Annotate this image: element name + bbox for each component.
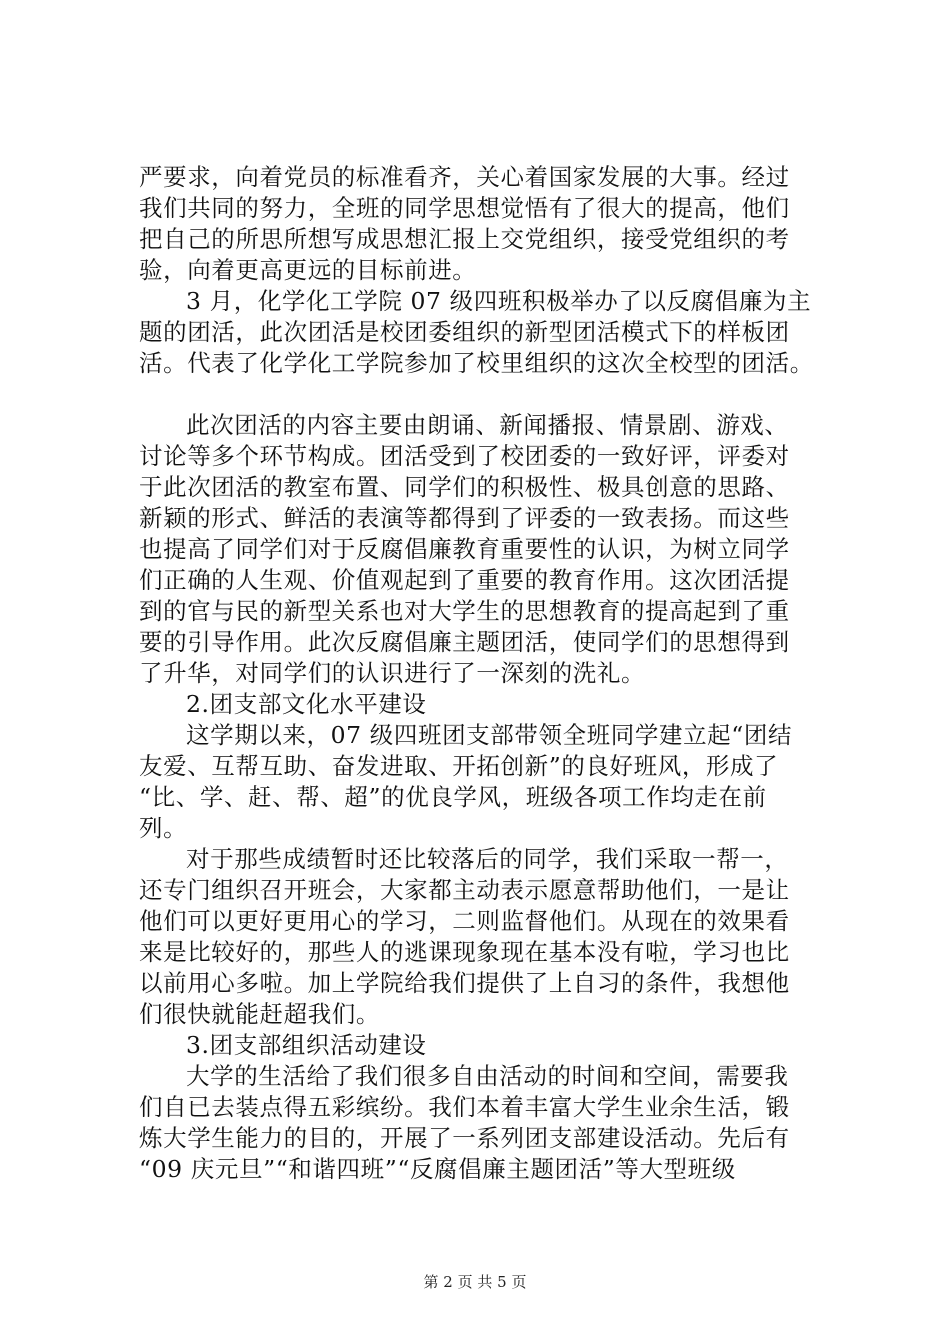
- text-line: 我们共同的努力，全班的同学思想觉悟有了很大的提高，他们: [139, 194, 790, 222]
- section-heading: 2.团支部文化水平建设: [186, 690, 427, 718]
- text-line: 活。代表了化学化工学院参加了校里组织的这次全校型的团活。: [139, 349, 814, 377]
- blank-line: [139, 379, 839, 410]
- text-line: 于此次团活的教室布置、同学们的积极性、极具创意的思路、: [139, 473, 790, 501]
- text-line: 严要求，向着党员的标准看齐，关心着国家发展的大事。经过: [139, 163, 790, 191]
- text-line: 验，向着更高更远的目标前进。: [139, 256, 477, 284]
- text-line: “比、学、赶、帮、超”的优良学风，班级各项工作均走在前: [139, 783, 767, 811]
- text-line: 新颖的形式、鲜活的表演等都得到了评委的一致表扬。而这些: [139, 504, 790, 532]
- paragraph-start-line: 此次团活的内容主要由朗诵、新闻播报、情景剧、游戏、: [186, 411, 789, 439]
- text-line: 把自己的所思所想写成思想汇报上交党组织，接受党组织的考: [139, 225, 790, 253]
- text-line: 友爱、互帮互助、奋发进取、开拓创新”的良好班风，形成了: [139, 752, 779, 780]
- text-line: 题的团活，此次团活是校团委组织的新型团活模式下的样板团: [139, 318, 790, 346]
- text-line: 列。: [139, 814, 188, 842]
- text-line: 炼大学生能力的目的，开展了一系列团支部建设活动。先后有: [139, 1124, 790, 1152]
- paragraph-start-line: 这学期以来，07 级四班团支部带领全班同学建立起“团结: [186, 721, 793, 749]
- text-line: 还专门组织召开班会，大家都主动表示愿意帮助他们，一是让: [139, 876, 790, 904]
- paragraph-start-line: 大学的生活给了我们很多自由活动的时间和空间，需要我: [186, 1062, 789, 1090]
- section-heading: 3.团支部组织活动建设: [186, 1031, 427, 1059]
- text-line: “09 庆元旦”“和谐四班”“反腐倡廉主题团活”等大型班级: [139, 1155, 736, 1183]
- text-line: 们正确的人生观、价值观起到了重要的教育作用。这次团活提: [139, 566, 790, 594]
- text-line: 他们可以更好更用心的学习，二则监督他们。从现在的效果看: [139, 907, 790, 935]
- text-line: 讨论等多个环节构成。团活受到了校团委的一致好评，评委对: [139, 442, 790, 470]
- paragraph-start-line: 对于那些成绩暂时还比较落后的同学，我们采取一帮一，: [186, 845, 789, 873]
- text-line: 来是比较好的，那些人的逃课现象现在基本没有啦，学习也比: [139, 938, 790, 966]
- text-line: 们很快就能赶超我们。: [139, 1000, 380, 1028]
- text-line: 们自已去装点得五彩缤纷。我们本着丰富大学生业余生活，锻: [139, 1093, 790, 1121]
- text-line: 以前用心多啦。加上学院给我们提供了上自习的条件，我想他: [139, 969, 790, 997]
- text-line: 到的官与民的新型关系也对大学生的思想教育的提高起到了重: [139, 597, 790, 625]
- page-number-label: 第 2 页 共 5 页: [423, 1273, 527, 1291]
- paragraph-start-line: 3 月，化学化工学院 07 级四班积极举办了以反腐倡廉为主: [186, 287, 812, 315]
- text-line: 了升华，对同学们的认识进行了一深刻的洗礼。: [139, 659, 646, 687]
- page-footer: [0, 1272, 950, 1292]
- document-body: [139, 162, 839, 1185]
- text-line: 要的引导作用。此次反腐倡廉主题团活，使同学们的思想得到: [139, 628, 790, 656]
- text-line: 也提高了同学们对于反腐倡廉教育重要性的认识，为树立同学: [139, 535, 790, 563]
